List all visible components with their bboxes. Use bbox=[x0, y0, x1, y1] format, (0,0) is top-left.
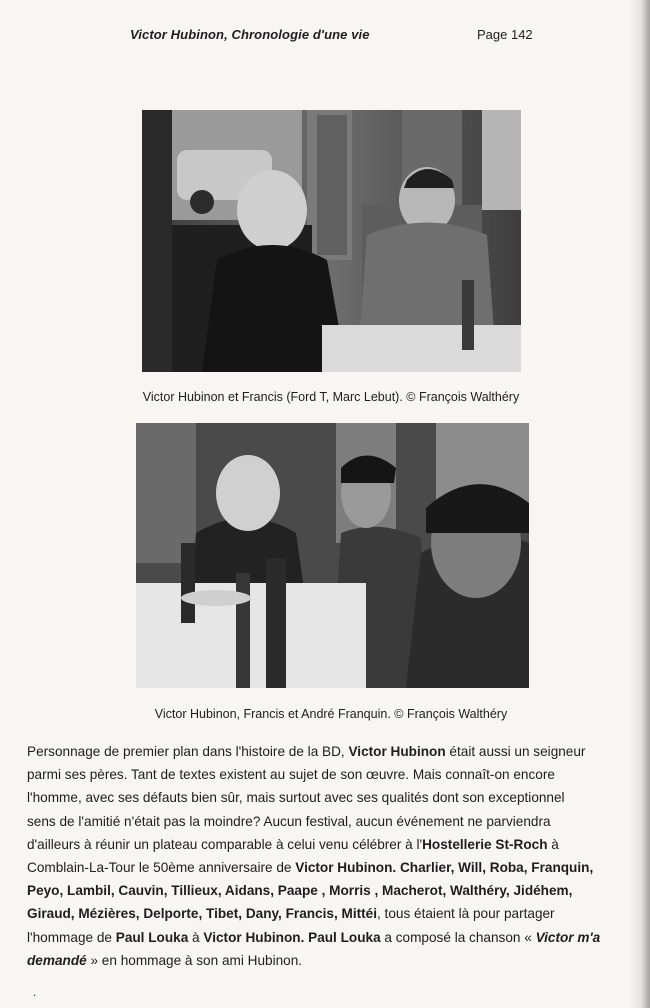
text-line bbox=[27, 740, 637, 763]
text-run: Comblain-La-Tour le 50ème anniversaire de bbox=[27, 860, 296, 876]
running-header-title: Victor Hubinon, Chronologie d'une vie bbox=[130, 27, 370, 42]
bold-names: Peyo, Lambil, Cauvin, Tillieux, Aidans, Paape , Morris , Macherot, Walthéry, Jidéhem, bbox=[27, 883, 573, 899]
text-run: l'homme, avec ses défauts bien sûr, mais surtout avec ses qualités dont son exceptionnel bbox=[27, 790, 565, 806]
photo-caption-1: Victor Hubinon et Francis (Ford T, Marc Lebut). © François Walthéry bbox=[142, 390, 520, 404]
text-run: était aussi un seigneur bbox=[445, 744, 586, 759]
bold-names: Charlier, Will, Roba, Franquin, bbox=[399, 860, 594, 876]
bold-name: Paul Louka bbox=[308, 929, 381, 945]
photo-caption-2: Victor Hubinon, Francis et André Franquin. © François Walthéry bbox=[154, 707, 508, 721]
text-run: à bbox=[547, 836, 559, 852]
photo-hubinon-francis-franquin bbox=[136, 423, 529, 688]
bold-name: Hostellerie St-Roch bbox=[422, 836, 548, 852]
text-run: . bbox=[300, 929, 309, 945]
footer-dot: . bbox=[33, 985, 37, 999]
text-line bbox=[27, 833, 637, 856]
text-line bbox=[27, 949, 637, 972]
song-title: Victor m'a bbox=[535, 929, 601, 945]
song-title: demandé bbox=[27, 952, 87, 968]
text-run: l'hommage de bbox=[27, 929, 116, 945]
text-run: à bbox=[188, 929, 204, 945]
bold-name: Victor Hubinon bbox=[295, 860, 393, 876]
bold-name: Paul Louka bbox=[115, 929, 189, 945]
text-run: parmi ses pères. Tant de textes existent au sujet de son œuvre. Mais connaît-on encore bbox=[27, 767, 555, 783]
text-line bbox=[27, 810, 637, 833]
text-line bbox=[27, 763, 637, 786]
bold-names: Giraud, Mézières, Delporte, Tibet, Dany, Francis, Mittéi bbox=[27, 906, 377, 922]
text-line bbox=[27, 879, 637, 902]
bold-name: Victor Hubinon bbox=[348, 744, 446, 759]
text-run: a composé la chanson « bbox=[380, 929, 536, 945]
bold-name: Victor Hubinon bbox=[203, 929, 301, 945]
text-line bbox=[27, 926, 637, 949]
text-line bbox=[27, 902, 637, 925]
body-paragraph bbox=[27, 740, 637, 972]
text-run: , tous étaient là pour partager bbox=[377, 906, 555, 922]
text-run: sens de l'amitié n'était pas la moindre? Aucun festival, aucun événement ne parviendra bbox=[27, 813, 551, 829]
text-line bbox=[27, 856, 637, 879]
photo-hubinon-francis bbox=[142, 110, 521, 372]
page-number: Page 142 bbox=[477, 27, 533, 42]
text-run: d'ailleurs à réunir un plateau comparable à celui venu célébrer à l' bbox=[27, 836, 423, 852]
text-run: Personnage de premier plan dans l'histoire de la BD, bbox=[27, 744, 349, 759]
text-line bbox=[27, 786, 637, 809]
text-run: » en hommage à son ami Hubinon. bbox=[86, 952, 303, 968]
text-run: . bbox=[392, 860, 400, 876]
